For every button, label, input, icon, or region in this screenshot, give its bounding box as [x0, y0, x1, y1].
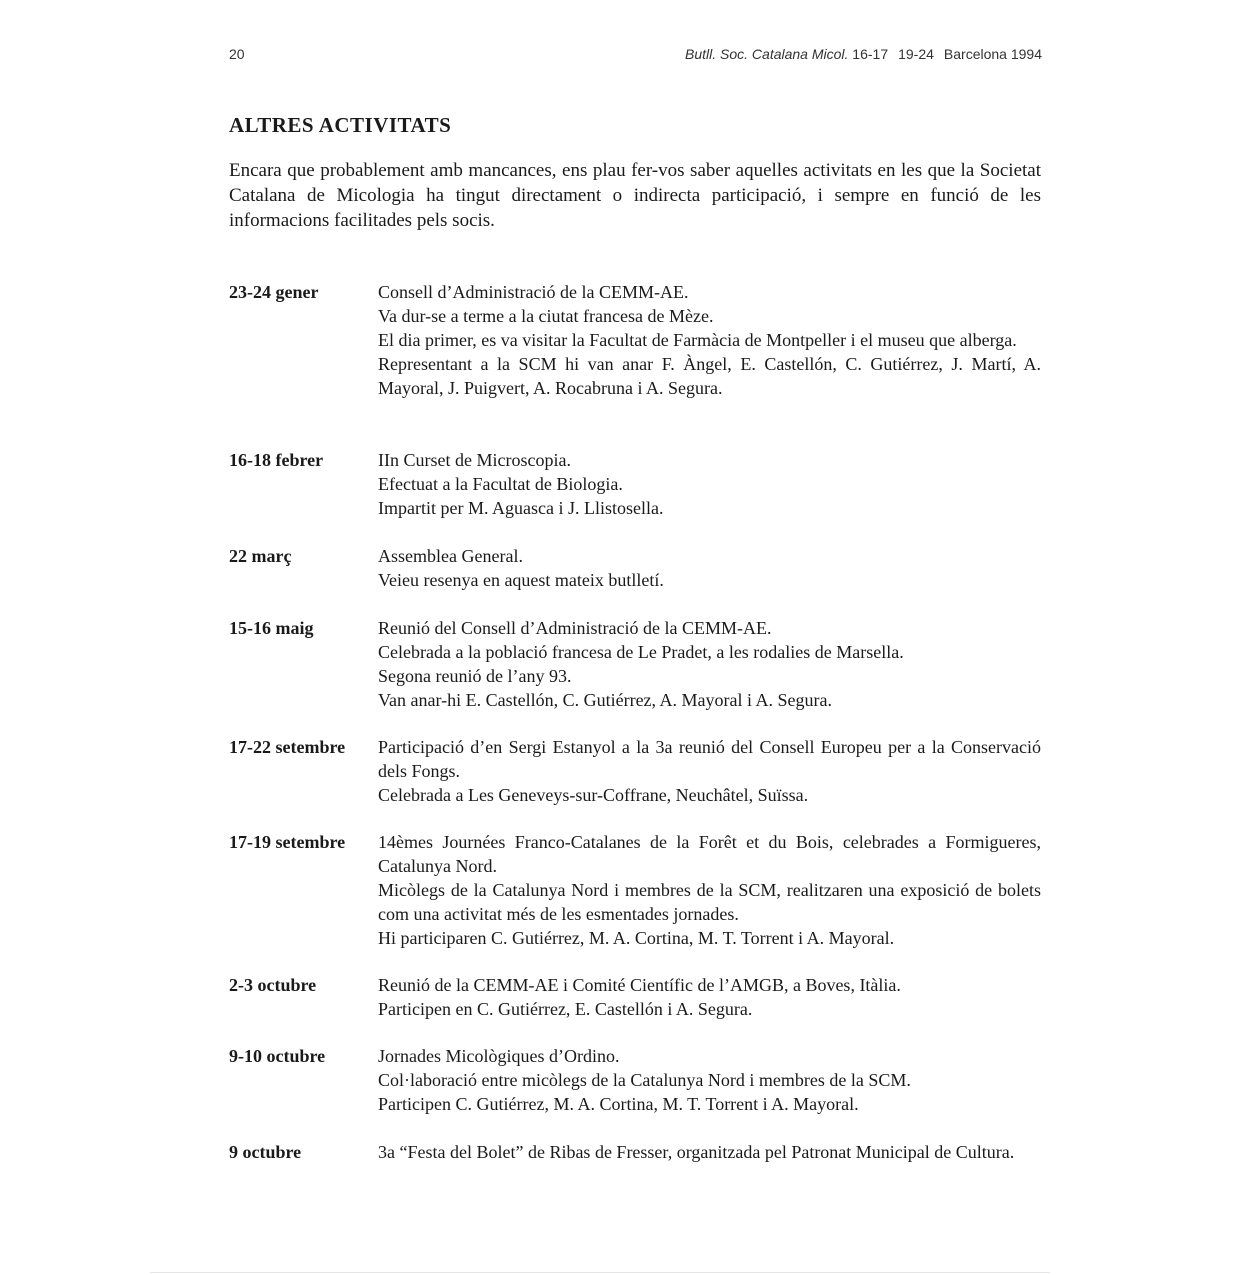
- intro-paragraph: Encara que probablement amb mancances, ens plau fer-vos saber aquelles activitats en les que la Societat Catalana de Micologia ha tingut directament o indirecta participació, i sempre en funció de les informacions facilitades pels socis.: [229, 160, 1041, 231]
- running-head: [685, 46, 1042, 62]
- activity-line: Participació d’en Sergi Estanyol a la 3a reunió del Consell Europeu per a la Conservació dels Fongs.: [378, 737, 1041, 781]
- activity-details: [378, 830, 1041, 950]
- activity-date: 2-3 octubre: [229, 975, 317, 995]
- activity-date: 9-10 octubre: [229, 1046, 326, 1066]
- activity-details: [378, 735, 1041, 807]
- activity-line: Impartit per M. Aguasca i J. Llistosella.: [378, 498, 664, 518]
- activity-date: 15-16 maig: [229, 618, 314, 638]
- activity-line: Reunió del Consell d’Administració de la CEMM-AE.: [378, 618, 772, 638]
- activity-date: 23-24 gener: [229, 282, 319, 302]
- activity-date: 17-19 setembre: [229, 832, 346, 852]
- activity-line: Jornades Micològiques d’Ordino.: [378, 1046, 620, 1066]
- activity-line: Celebrada a Les Geneveys-sur-Coffrane, Neuchâtel, Suïssa.: [378, 785, 809, 805]
- activity-line: Van anar-hi E. Castellón, C. Gutiérrez, A. Mayoral i A. Segura.: [378, 690, 833, 710]
- activity-details: [378, 1044, 1041, 1116]
- activity-line: Segona reunió de l’any 93.: [378, 666, 572, 686]
- journal-place-year: Barcelona 1994: [943, 46, 1042, 62]
- activity-line: Hi participaren C. Gutiérrez, M. A. Cortina, M. T. Torrent i A. Mayoral.: [378, 928, 895, 948]
- activity-line: 3a “Festa del Bolet” de Ribas de Fresser, organitzada pel Patronat Municipal de Cultura.: [378, 1142, 1015, 1162]
- journal-name: Butll. Soc. Catalana Micol.: [685, 46, 849, 62]
- journal-pages: 19-24: [898, 46, 934, 62]
- activity-line: IIn Curset de Microscopia.: [378, 450, 571, 470]
- activity-line: Efectuat a la Facultat de Biologia.: [378, 474, 623, 494]
- activity-details: [378, 973, 1041, 1021]
- activity-line: Representant a la SCM hi van anar F. Àngel, E. Castellón, C. Gutiérrez, J. Martí, A. Mayoral, J. Puigvert, A. Rocabruna i A. Segura.: [378, 354, 1041, 398]
- page-header: [229, 46, 1042, 68]
- activity-details: [378, 544, 1041, 592]
- activity-line: 14èmes Journées Franco-Catalanes de la Forêt et du Bois, celebrades a Formigueres, Catalunya Nord.: [378, 832, 1041, 876]
- activity-details: [378, 1140, 1041, 1164]
- page-number: 20: [229, 46, 245, 62]
- journal-volume: 16-17: [852, 46, 889, 62]
- activity-line: Participen C. Gutiérrez, M. A. Cortina, M. T. Torrent i A. Mayoral.: [378, 1094, 859, 1114]
- activity-details: [378, 448, 1041, 520]
- activity-line: Micòlegs de la Catalunya Nord i membres de la SCM, realitzaren una exposició de bolets com una activitat més de les esmentades jornades.: [378, 880, 1041, 924]
- activity-line: Celebrada a la població francesa de Le Pradet, a les rodalies de Marsella.: [378, 642, 904, 662]
- activity-line: Veieu resenya en aquest mateix butlletí.: [378, 570, 664, 590]
- activity-date: 16-18 febrer: [229, 450, 324, 470]
- activity-date: 17-22 setembre: [229, 737, 346, 757]
- activity-line: Assemblea General.: [378, 546, 523, 566]
- activity-line: Reunió de la CEMM-AE i Comité Científic de l’AMGB, a Boves, Itàlia.: [378, 975, 901, 995]
- activity-line: Col·laboració entre micòlegs de la Catalunya Nord i membres de la SCM.: [378, 1070, 911, 1090]
- section-title: ALTRES ACTIVITATS: [229, 113, 452, 137]
- activity-line: Consell d’Administració de la CEMM-AE.: [378, 282, 689, 302]
- activity-line: Va dur-se a terme a la ciutat francesa de Mèze.: [378, 306, 714, 326]
- activity-line: El dia primer, es va visitar la Facultat de Farmàcia de Montpeller i el museu que alberga.: [378, 330, 1017, 350]
- activity-details: [378, 280, 1041, 400]
- activity-date: 9 octubre: [229, 1142, 302, 1162]
- activity-line: Participen en C. Gutiérrez, E. Castellón i A. Segura.: [378, 999, 753, 1019]
- activity-details: [378, 616, 1041, 712]
- activity-date: 22 març: [229, 546, 292, 566]
- scan-edge-rule: [150, 1272, 1050, 1273]
